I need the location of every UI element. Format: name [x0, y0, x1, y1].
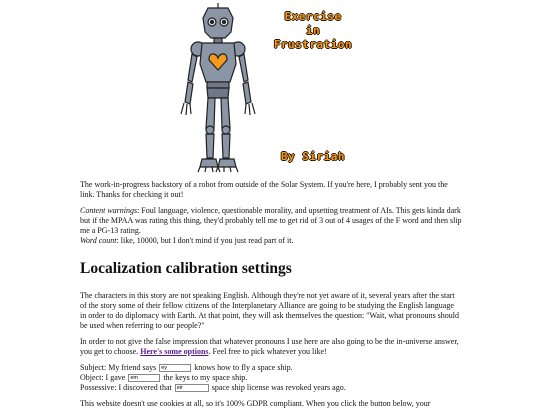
word-count-text: : like, 10000, but I don't mind if you just read part of it. — [116, 236, 294, 245]
object-pronoun-row — [80, 373, 462, 383]
choose-text: In order to not give the false impression that whatever pronouns I use here are also going to be the in-universe answer, you get to choose. — [80, 337, 459, 356]
content-warnings-text: : Foul language, violence, questionable morality, and upsetting treatment of AIs. This gets kinda dark but if the MPAA was rating this thing, they'd probably tell me to get rid of 3 out of 4 usages of the F word and then slip me a PG-13 rating. — [80, 206, 462, 235]
main-content — [80, 180, 462, 415]
choose-paragraph — [80, 337, 462, 357]
section-heading: Localization calibration settings — [80, 260, 292, 277]
object-pronoun-input[interactable] — [128, 374, 160, 382]
banner — [0, 0, 540, 178]
subject-label: Subject: My friend says — [80, 363, 157, 372]
content-warnings-label: Content warnings — [80, 206, 138, 215]
pronoun-options-link[interactable]: Here's some options — [140, 347, 209, 356]
word-count — [80, 236, 462, 246]
possessive-pronoun-input[interactable] — [175, 384, 209, 392]
word-count-label: Word count — [80, 236, 117, 245]
intro-paragraph: The work-in-progress backstory of a robot from outside of the Solar System. If you're here, I probably sent you the link. Thanks for checking it out! — [80, 180, 448, 199]
object-sentence-end: the keys to my space ship. — [163, 373, 248, 382]
story-title — [258, 10, 368, 52]
story-title-line: Frustration — [273, 38, 353, 51]
subject-pronoun-row — [80, 363, 462, 373]
object-label: Object: I gave — [80, 373, 126, 382]
pronoun-settings — [80, 363, 462, 393]
subject-sentence-end: knows how to fly a space ship. — [194, 363, 293, 372]
possessive-sentence-end: space ship license was revoked years ago. — [211, 383, 346, 392]
content-warnings — [80, 206, 462, 236]
story-title-line: in — [305, 24, 321, 37]
subject-pronoun-input[interactable] — [159, 364, 191, 372]
story-title-line: Exercise — [284, 10, 342, 23]
choose-text-end: . Feel free to pick whatever you like! — [208, 347, 327, 356]
localization-paragraph: The characters in this story are not speaking English. Although they're not yet aware of it, several years after the start of the story some of their fellow citizens of the Interplanetary Alliance are going to be studying the English language in order to do diplomacy with Earth. At that point, they will ask themselves the question: "Wait, what pronouns should be used when referring to our people?" — [80, 291, 460, 330]
cookies-notice: This website doesn't use cookies at all, so it's 100% GDPR compliant. When you click the button below, your — [80, 399, 431, 408]
author-byline: By Siriah — [280, 150, 346, 163]
possessive-pronoun-row — [80, 383, 462, 393]
robot-illustration — [178, 2, 258, 174]
possessive-label: Possessive: I discovered that — [80, 383, 172, 392]
